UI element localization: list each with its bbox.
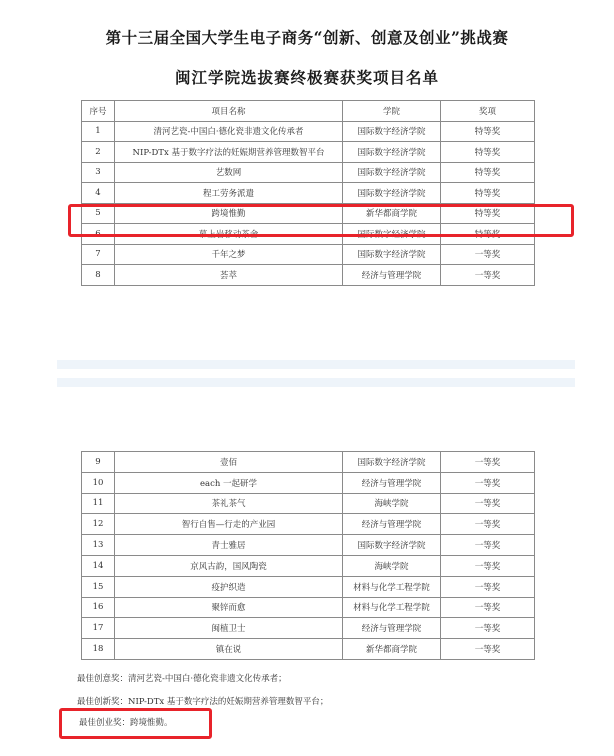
cell-project-name: 闽植卫士: [115, 618, 343, 639]
cell-award: 一等奖: [441, 472, 535, 493]
cell-index: 16: [82, 597, 115, 618]
cell-award: 一等奖: [441, 535, 535, 556]
cell-index: 17: [82, 618, 115, 639]
cell-college: 国际数字经济学院: [343, 244, 441, 265]
cell-award: 一等奖: [441, 265, 535, 286]
best-innovation-award-note: 最佳创新奖：NIP-DTx 基于数字疗法的妊娠期营养管理数智平台；: [77, 697, 329, 707]
cell-project-name: 聚锌而愈: [115, 597, 343, 618]
cell-project-name: 青士雅居: [115, 535, 343, 556]
awards-table-body-page2: [82, 452, 535, 660]
cell-index: 7: [82, 244, 115, 265]
cell-award: 一等奖: [441, 576, 535, 597]
document-title: 第十三届全国大学生电子商务“创新、创意及创业”挑战赛: [105, 28, 509, 47]
cell-index: 13: [82, 535, 115, 556]
cell-award: 特等奖: [441, 121, 535, 142]
cell-index: 1: [82, 121, 115, 142]
cell-index: 8: [82, 265, 115, 286]
header-index: 序号: [82, 101, 115, 122]
cell-project-name: 疫护织造: [115, 576, 343, 597]
cell-project-name: each 一起研学: [115, 472, 343, 493]
table-row: [82, 514, 535, 535]
table-row: [82, 576, 535, 597]
cell-college: 经济与管理学院: [343, 472, 441, 493]
cell-project-name: 镇在说: [115, 639, 343, 660]
best-creative-award-note: 最佳创意奖：清河艺瓷-中国白·德化瓷非遗文化传承者；: [77, 674, 287, 684]
cell-college: 材料与化学工程学院: [343, 576, 441, 597]
table-row: [82, 224, 535, 245]
table-row: [82, 162, 535, 183]
table-row: [82, 535, 535, 556]
cell-index: 9: [82, 452, 115, 473]
awards-table-body-page1: [82, 121, 535, 285]
cell-index: 14: [82, 555, 115, 576]
table-row: [82, 265, 535, 286]
cell-college: 材料与化学工程学院: [343, 597, 441, 618]
best-entrepreneurship-award-note: 最佳创业奖：跨境惟勤。: [79, 718, 173, 728]
cell-index: 18: [82, 639, 115, 660]
header-project-name: 项目名称: [115, 101, 343, 122]
cell-index: 11: [82, 493, 115, 514]
cell-project-name: NIP-DTx 基于数字疗法的妊娠期营养管理数智平台: [115, 142, 343, 163]
cell-award: 一等奖: [441, 514, 535, 535]
cell-award: 一等奖: [441, 618, 535, 639]
table-row: [82, 183, 535, 204]
cell-project-name: 跨境惟勤: [115, 203, 343, 224]
cell-index: 5: [82, 203, 115, 224]
page-gap-band: [57, 360, 575, 369]
table-row: [82, 597, 535, 618]
cell-index: 10: [82, 472, 115, 493]
cell-award: 特等奖: [441, 162, 535, 183]
cell-index: 15: [82, 576, 115, 597]
cell-project-name: 千年之梦: [115, 244, 343, 265]
header-award: 奖项: [441, 101, 535, 122]
cell-college: 海峡学院: [343, 493, 441, 514]
table-row: [82, 203, 535, 224]
table-row: [82, 493, 535, 514]
cell-award: 一等奖: [441, 597, 535, 618]
table-row: [82, 639, 535, 660]
table-row: [82, 142, 535, 163]
table-row: [82, 121, 535, 142]
table-header-row: [82, 101, 535, 122]
cell-award: 特等奖: [441, 142, 535, 163]
page-gap-band: [57, 378, 575, 387]
header-college: 学院: [343, 101, 441, 122]
cell-college: 国际数字经济学院: [343, 183, 441, 204]
cell-index: 12: [82, 514, 115, 535]
cell-college: 国际数字经济学院: [343, 535, 441, 556]
cell-award: 特等奖: [441, 183, 535, 204]
table-row: [82, 618, 535, 639]
cell-project-name: 艺数网: [115, 162, 343, 183]
cell-college: 国际数字经济学院: [343, 121, 441, 142]
table-row: [82, 555, 535, 576]
cell-award: 特等奖: [441, 203, 535, 224]
awards-table-page2: [81, 451, 535, 660]
cell-college: 海峡学院: [343, 555, 441, 576]
cell-project-name: 荟萃: [115, 265, 343, 286]
cell-award: 一等奖: [441, 244, 535, 265]
cell-award: 一等奖: [441, 555, 535, 576]
cell-college: 国际数字经济学院: [343, 224, 441, 245]
cell-project-name: 壹佰: [115, 452, 343, 473]
awards-table-page1: [81, 100, 535, 286]
cell-college: 经济与管理学院: [343, 618, 441, 639]
table-row: [82, 472, 535, 493]
cell-college: 经济与管理学院: [343, 265, 441, 286]
cell-project-name: 京风古韵，国风陶瓷: [115, 555, 343, 576]
cell-college: 新华都商学院: [343, 639, 441, 660]
table-row: [82, 244, 535, 265]
cell-college: 国际数字经济学院: [343, 142, 441, 163]
cell-index: 6: [82, 224, 115, 245]
cell-index: 3: [82, 162, 115, 183]
cell-index: 2: [82, 142, 115, 163]
cell-award: 特等奖: [441, 224, 535, 245]
cell-project-name: 茶礼茶气: [115, 493, 343, 514]
cell-award: 一等奖: [441, 452, 535, 473]
cell-index: 4: [82, 183, 115, 204]
cell-award: 一等奖: [441, 493, 535, 514]
cell-project-name: 慕上岩移动茶舍: [115, 224, 343, 245]
cell-college: 新华都商学院: [343, 203, 441, 224]
cell-project-name: 清河艺瓷-中国白·德化瓷非遗文化传承者: [115, 121, 343, 142]
cell-award: 一等奖: [441, 639, 535, 660]
cell-college: 经济与管理学院: [343, 514, 441, 535]
cell-project-name: 智行自售—行走的产业园: [115, 514, 343, 535]
table-row: [82, 452, 535, 473]
cell-college: 国际数字经济学院: [343, 162, 441, 183]
cell-project-name: 程工劳务派遣: [115, 183, 343, 204]
cell-college: 国际数字经济学院: [343, 452, 441, 473]
document-subtitle: 闽江学院选拔赛终极赛获奖项目名单: [174, 68, 439, 87]
